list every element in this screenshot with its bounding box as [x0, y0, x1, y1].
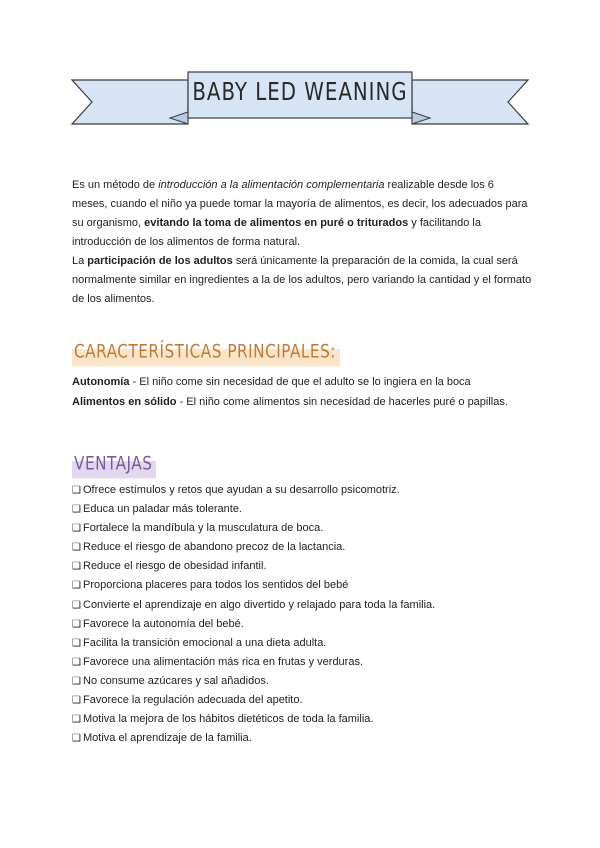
characteristic-desc: - El niño come alimentos sin necesidad de hacerles puré o papillas.: [176, 396, 508, 408]
characteristics-list: [72, 372, 542, 412]
checkbox-icon: ❑: [72, 523, 81, 535]
checkbox-icon: ❑: [72, 542, 81, 554]
characteristic-item: [72, 372, 542, 392]
characteristic-item: [72, 392, 542, 412]
list-item: [72, 481, 542, 500]
checkbox-icon: ❑: [72, 561, 81, 573]
advantage-text: Educa un paladar más tolerante.: [83, 503, 242, 516]
advantage-text: Motiva el aprendizaje de la familia.: [83, 732, 252, 745]
checkbox-icon: ❑: [72, 733, 81, 745]
list-item: [72, 596, 542, 615]
checkbox-icon: ❑: [72, 504, 81, 516]
checkbox-icon: ❑: [72, 618, 81, 630]
list-item: [72, 672, 542, 691]
checkbox-icon: ❑: [72, 656, 81, 668]
advantage-text: No consume azúcares y sal añadidos.: [83, 674, 269, 687]
advantage-text: Favorece una alimentación más rica en frutas y verduras.: [83, 655, 364, 668]
intro-bold-term: evitando la toma de alimentos en puré o triturados: [144, 217, 409, 229]
characteristic-term: Alimentos en sólido: [72, 396, 177, 408]
section-title-characteristics: CARACTERÍSTICAS PRINCIPALES:: [72, 340, 340, 366]
list-item: [72, 634, 542, 653]
intro-text-run: Es un método de: [72, 179, 159, 191]
checkbox-icon: ❑: [72, 485, 81, 496]
list-item: [72, 576, 542, 595]
characteristic-desc: - El niño come sin necesidad de que el adulto se lo ingiera en la boca: [129, 376, 471, 388]
advantage-text: Convierte el aprendizaje en algo divertido y relajado para toda la familia.: [83, 598, 436, 611]
list-item: [72, 500, 542, 519]
advantage-text: Reduce el riesgo de abandono precoz de la lactancia.: [83, 541, 346, 554]
list-item: [72, 710, 542, 729]
advantage-text: Ofrece estímulos y retos que ayudan a su desarrollo psicomotriz.: [83, 484, 400, 496]
intro-text-run: La: [72, 255, 88, 267]
intro-bold-term: participación de los adultos: [87, 255, 233, 267]
intro-text-run: realizable desde los 6 meses, cuando el niño ya puede tomar la mayoría de alimentos, es decir, los adecuados para su organismo,: [72, 179, 528, 229]
list-item: [72, 615, 542, 634]
advantage-text: Favorece la autonomía del bebé.: [83, 617, 244, 630]
intro-paragraph-2: [72, 252, 532, 309]
checkbox-icon: ❑: [72, 599, 81, 611]
intro-text-run: será únicamente la preparación de la comida, la cual será normalmente similar en ingredientes a la de los adultos, pero variando la cantidad y el formato de los alimentos.: [72, 255, 532, 305]
intro-paragraph-1: [72, 176, 532, 252]
intro-text: [72, 176, 532, 309]
page-title: BABY LED WEANING: [192, 78, 408, 107]
checkbox-icon: ❑: [72, 695, 81, 707]
advantage-text: Facilita la transición emocional a una dieta adulta.: [83, 636, 327, 649]
checkbox-icon: ❑: [72, 580, 81, 592]
section-title-advantages: VENTAJAS: [72, 452, 156, 478]
checkbox-icon: ❑: [72, 675, 81, 687]
advantage-text: Favorece la regulación adecuada del apetito.: [83, 694, 303, 707]
intro-text-run: y facilitando la introducción de los alimentos de forma natural.: [72, 217, 481, 248]
advantage-text: Proporciona placeres para todos los sentidos del bebé: [83, 579, 349, 592]
checkbox-icon: ❑: [72, 637, 81, 649]
list-item: [72, 557, 542, 576]
list-item: [72, 538, 542, 557]
list-item: [72, 519, 542, 538]
advantage-text: Fortalece la mandíbula y la musculatura de boca.: [83, 522, 324, 535]
checkbox-icon: ❑: [72, 714, 81, 726]
characteristic-term: Autonomía: [72, 376, 130, 388]
list-item: [72, 653, 542, 672]
intro-italic-term: introducción a la alimentación complementaria: [158, 179, 385, 191]
advantage-text: Reduce el riesgo de obesidad infantil.: [83, 560, 267, 573]
advantages-list: [72, 481, 542, 748]
advantage-text: Motiva la mejora de los hábitos dietéticos de toda la familia.: [83, 713, 374, 726]
list-item: [72, 729, 542, 748]
list-item: [72, 691, 542, 710]
